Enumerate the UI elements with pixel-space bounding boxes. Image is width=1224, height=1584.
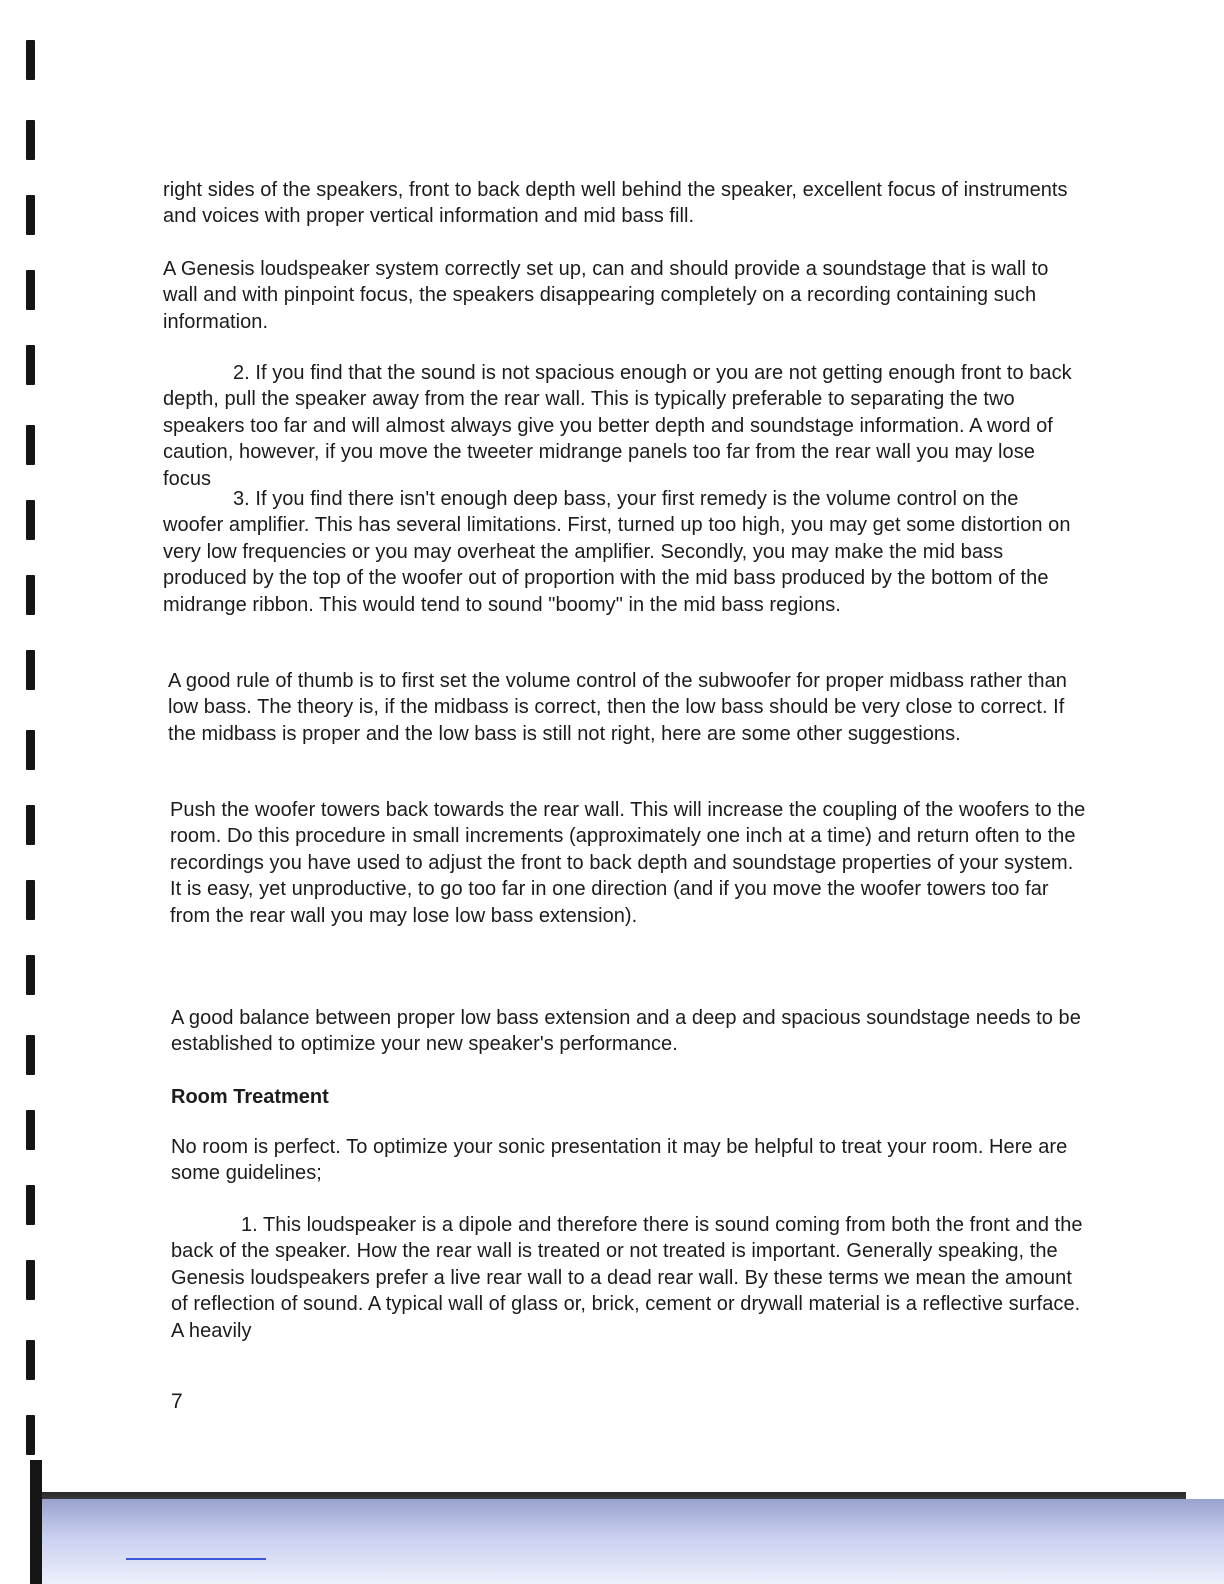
- paragraph-room-step-1: 1. This loudspeaker is a dipole and therefore there is sound coming from both the front and the back of the speaker. How the rear wall is treated or not treated is important. Generally speaking, the Genesis loudspeakers prefer a live rear wall to a dead rear wall. By these terms we mean the amount of reflection of sound. A typical wall of glass or, brick, cement or drywall material is a reflective surface. A heavily: [171, 1214, 1083, 1342]
- scan-background: [30, 1499, 1224, 1584]
- paragraph-soundstage-summary: right sides of the speakers, front to back depth well behind the speaker, excellent focus of instruments and voices with proper vertical information and mid bass fill.: [163, 179, 1068, 228]
- scan-artifact-line: [126, 1558, 266, 1560]
- section-heading: Room Treatment: [171, 1086, 329, 1108]
- binding-edge: [30, 1460, 42, 1584]
- paragraph-genesis-soundstage: A Genesis loudspeaker system correctly set up, can and should provide a soundstage that is wall to wall and with pinpoint focus, the speakers disappearing completely on a recording containing such information.: [163, 258, 1049, 333]
- paragraph-good-balance: A good balance between proper low bass extension and a deep and spacious soundstage needs to be established to optimize your new speaker's performance.: [171, 1007, 1081, 1056]
- page-bottom-edge: [30, 1492, 1186, 1499]
- paragraph-step-3: 3. If you find there isn't enough deep bass, your first remedy is the volume control on the woofer amplifier. This has several limitations. First, turned up too high, you may get some distortion on very low frequencies or you may overheat the amplifier. Secondly, you may make the mid bass produced by the top of the woofer out of proportion with the mid bass produced by the bottom of the midrange ribbon. This would tend to sound "boomy" in the mid bass regions.: [163, 488, 1071, 616]
- page-number: 7: [171, 1390, 183, 1413]
- paragraph-rule-of-thumb: A good rule of thumb is to first set the volume control of the subwoofer for proper midbass rather than low bass. The theory is, if the midbass is correct, then the low bass should be very close to correct. If the midbass is proper and the low bass is still not right, here are some other suggestions.: [168, 670, 1067, 745]
- paragraph-step-2: 2. If you find that the sound is not spacious enough or you are not getting enough front to back depth, pull the speaker away from the rear wall. This is typically preferable to separating the two speakers too far and will almost always give you better depth and soundstage information. A word of caution, however, if you move the tweeter midrange panels too far from the rear wall you may lose focus: [163, 362, 1072, 490]
- paragraph-woofer-towers: Push the woofer towers back towards the rear wall. This will increase the coupling of the woofers to the room. Do this procedure in small increments (approximately one inch at a time) and return often to the recordings you have used to adjust the front to back depth and soundstage properties of your system. It is easy, yet unproductive, to go too far in one direction (and if you move the woofer towers too far from the rear wall you may lose low bass extension).: [170, 799, 1086, 927]
- paragraph-room-intro: No room is perfect. To optimize your sonic presentation it may be helpful to treat your room. Here are some guidelines;: [171, 1136, 1068, 1185]
